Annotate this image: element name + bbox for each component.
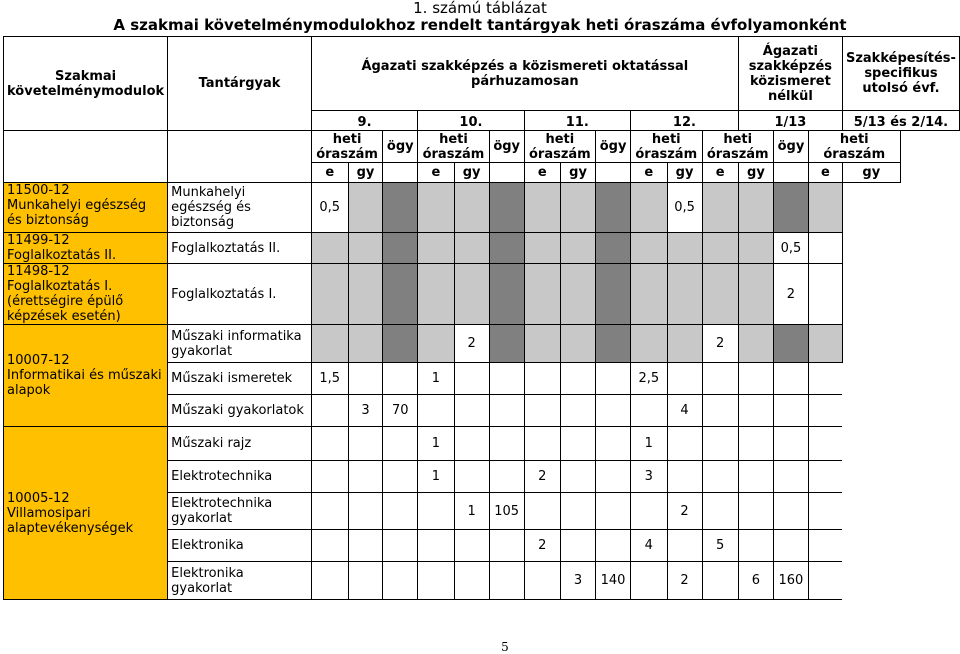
hours-cell — [560, 233, 595, 264]
page-number: 5 — [501, 640, 509, 654]
table-row — [4, 325, 960, 363]
module-name: Informatikai és műszaki alapok — [7, 368, 162, 398]
hours-cell — [383, 461, 418, 493]
subject-name: Műszaki ismeretek — [168, 363, 312, 395]
hours-cell — [348, 530, 383, 562]
year-11: 11. — [524, 111, 630, 131]
hours-cell — [773, 395, 808, 427]
module-code: 11500-12 — [7, 183, 70, 198]
hours-cell — [596, 363, 631, 395]
hours-cell — [808, 562, 842, 600]
col-e: e — [631, 163, 668, 183]
hours-cell — [702, 183, 738, 233]
hours-cell — [596, 183, 631, 233]
module-code: 10007-12 — [7, 353, 70, 368]
hours-cell — [596, 395, 631, 427]
hours-cell — [808, 325, 842, 363]
hours-cell — [808, 363, 842, 395]
ogy-blank — [596, 163, 631, 183]
hours-cell — [702, 493, 738, 530]
hours-cell — [560, 461, 595, 493]
hours-cell — [596, 493, 631, 530]
hours-cell — [738, 493, 773, 530]
hours-cell — [489, 325, 524, 363]
col-e: e — [418, 163, 454, 183]
table-row — [4, 183, 960, 233]
hours-cell — [808, 183, 842, 233]
hours-cell — [738, 233, 773, 264]
hours-cell — [560, 493, 595, 530]
hours-cell — [773, 325, 808, 363]
hours-cell: 105 — [489, 493, 524, 530]
hours-cell — [667, 530, 702, 562]
hours-cell — [454, 395, 489, 427]
hours-cell — [773, 530, 808, 562]
blank-header-cell — [4, 131, 168, 163]
hours-cell: 140 — [596, 562, 631, 600]
hours-cell — [596, 325, 631, 363]
heti-oraszam-9: heti óraszám — [311, 131, 382, 163]
hours-cell — [348, 461, 383, 493]
hours-cell — [454, 562, 489, 600]
subject-name: Elektronika — [168, 530, 312, 562]
hours-cell — [418, 183, 454, 233]
hours-cell: 3 — [348, 395, 383, 427]
blank-header-cell — [4, 163, 168, 183]
hours-cell — [311, 427, 348, 461]
hours-cell — [524, 264, 560, 325]
hours-cell: 2 — [667, 493, 702, 530]
hours-cell — [773, 363, 808, 395]
hours-cell — [383, 427, 418, 461]
hours-cell — [418, 325, 454, 363]
module-code: 10005-12 — [7, 490, 70, 506]
hours-cell — [524, 233, 560, 264]
subject-name: Elektrotechnika gyakorlat — [168, 493, 312, 530]
table-caption-title: A szakmai követelménymodulokhoz rendelt tantárgyak heti óraszáma évfolyamonként — [113, 16, 847, 34]
hours-cell — [418, 395, 454, 427]
hours-cell — [738, 427, 773, 461]
hours-cell — [348, 233, 383, 264]
hours-cell — [383, 183, 418, 233]
hours-cell — [738, 395, 773, 427]
year-1-13: 1/13 — [738, 111, 842, 131]
hours-cell — [596, 530, 631, 562]
blank-header-cell — [168, 163, 312, 183]
hours-cell — [631, 493, 668, 530]
hours-cell: 6 — [738, 562, 773, 600]
hours-cell: 0,5 — [773, 233, 808, 264]
hours-cell — [560, 264, 595, 325]
hours-cell — [311, 493, 348, 530]
hours-cell — [631, 562, 668, 600]
hours-cell — [489, 395, 524, 427]
hours-cell — [454, 264, 489, 325]
hours-cell — [383, 264, 418, 325]
hours-cell — [454, 530, 489, 562]
table-row — [4, 233, 960, 264]
heti-oraszam-12: heti óraszám — [631, 131, 702, 163]
hours-cell — [348, 363, 383, 395]
header-subjects: Tantárgyak — [168, 37, 312, 131]
hours-cell — [702, 562, 738, 600]
hours-cell — [454, 183, 489, 233]
hours-cell — [489, 183, 524, 233]
hours-cell: 1 — [631, 427, 668, 461]
hours-cell — [596, 264, 631, 325]
year-5-13-2-14: 5/13 és 2/14. — [842, 111, 959, 131]
hours-cell — [489, 363, 524, 395]
ogy-9: ögy — [383, 131, 418, 163]
col-gy: gy — [454, 163, 489, 183]
ogy-blank — [383, 163, 418, 183]
hours-cell — [489, 461, 524, 493]
hours-cell — [383, 233, 418, 264]
hours-cell — [418, 493, 454, 530]
heti-oraszam-10: heti óraszám — [418, 131, 489, 163]
hours-cell — [596, 461, 631, 493]
curriculum-table — [3, 36, 960, 600]
hours-cell — [311, 233, 348, 264]
hours-cell — [702, 427, 738, 461]
module-code: 11499-12 — [7, 233, 70, 248]
hours-cell — [348, 562, 383, 600]
hours-cell — [524, 183, 560, 233]
heti-oraszam-last: heti óraszám — [808, 131, 900, 163]
hours-cell — [773, 493, 808, 530]
hours-cell — [560, 395, 595, 427]
hours-cell — [454, 461, 489, 493]
hours-cell — [631, 233, 668, 264]
hours-cell: 2 — [524, 530, 560, 562]
hours-cell — [738, 363, 773, 395]
hours-cell — [311, 562, 348, 600]
hours-cell — [560, 530, 595, 562]
hours-cell — [524, 325, 560, 363]
header-without-general: Ágazati szakképzés közismeret nélkül — [738, 37, 842, 111]
module-cell — [4, 325, 168, 427]
hours-cell: 2 — [773, 264, 808, 325]
col-e: e — [311, 163, 348, 183]
hours-cell — [667, 363, 702, 395]
module-name: Foglalkoztatás II. — [7, 248, 117, 263]
module-name: Munkahelyi egészség és biztonság — [7, 198, 147, 228]
ogy-11: ögy — [596, 131, 631, 163]
hours-cell: 1 — [418, 363, 454, 395]
blank-header-cell — [168, 131, 312, 163]
hours-cell — [418, 233, 454, 264]
hours-cell: 2 — [454, 325, 489, 363]
module-name: Villamosipari alaptevékenységek — [7, 505, 134, 536]
hours-cell: 4 — [631, 530, 668, 562]
module-cell — [4, 264, 168, 325]
hours-cell — [454, 363, 489, 395]
ogy-blank — [773, 163, 808, 183]
hours-cell — [524, 395, 560, 427]
subject-name: Műszaki informatika gyakorlat — [168, 325, 312, 363]
hours-cell — [702, 233, 738, 264]
col-gy: gy — [348, 163, 383, 183]
hours-cell: 2 — [524, 461, 560, 493]
ogy-blank — [489, 163, 524, 183]
col-gy: gy — [560, 163, 595, 183]
hours-cell — [418, 562, 454, 600]
hours-cell — [489, 233, 524, 264]
hours-cell: 1,5 — [311, 363, 348, 395]
heti-oraszam-1-13: heti óraszám — [702, 131, 773, 163]
hours-cell — [348, 493, 383, 530]
hours-cell — [667, 325, 702, 363]
module-cell — [4, 183, 168, 233]
hours-cell — [808, 395, 842, 427]
hours-cell: 70 — [383, 395, 418, 427]
hours-cell: 0,5 — [667, 183, 702, 233]
hours-cell — [808, 264, 842, 325]
hours-cell — [311, 461, 348, 493]
hours-cell — [667, 233, 702, 264]
hours-cell: 5 — [702, 530, 738, 562]
hours-cell — [631, 395, 668, 427]
hours-cell — [808, 461, 842, 493]
col-gy: gy — [842, 163, 900, 183]
hours-cell — [311, 325, 348, 363]
subject-name: Műszaki rajz — [168, 427, 312, 461]
hours-cell — [454, 233, 489, 264]
hours-cell — [808, 493, 842, 530]
subject-name: Elektrotechnika — [168, 461, 312, 493]
year-9: 9. — [311, 111, 417, 131]
col-gy: gy — [738, 163, 773, 183]
hours-cell: 1 — [418, 427, 454, 461]
hours-cell — [738, 461, 773, 493]
hours-cell — [418, 264, 454, 325]
hours-cell — [311, 530, 348, 562]
subject-name: Munkahelyi egészség és biztonság — [168, 183, 312, 233]
hours-cell — [311, 264, 348, 325]
hours-cell: 160 — [773, 562, 808, 600]
hours-cell — [738, 183, 773, 233]
hours-cell — [596, 233, 631, 264]
subject-name: Foglalkoztatás I. — [168, 264, 312, 325]
hours-cell — [631, 183, 668, 233]
hours-cell — [383, 325, 418, 363]
hours-cell — [808, 427, 842, 461]
hours-cell: 2 — [667, 562, 702, 600]
hours-cell — [524, 562, 560, 600]
hours-cell: 3 — [560, 562, 595, 600]
module-cell — [4, 233, 168, 264]
hours-cell — [489, 427, 524, 461]
hours-cell — [773, 427, 808, 461]
hours-cell — [702, 264, 738, 325]
hours-cell: 4 — [667, 395, 702, 427]
hours-cell — [631, 264, 668, 325]
hours-cell — [560, 325, 595, 363]
ogy-10: ögy — [489, 131, 524, 163]
hours-cell: 1 — [418, 461, 454, 493]
col-e: e — [702, 163, 738, 183]
hours-cell: 1 — [454, 493, 489, 530]
hours-cell — [738, 530, 773, 562]
table-row — [4, 264, 960, 325]
hours-cell — [667, 264, 702, 325]
hours-cell — [489, 562, 524, 600]
hours-cell — [524, 493, 560, 530]
table-row — [4, 427, 960, 461]
hours-cell — [489, 530, 524, 562]
header-parallel: Ágazati szakképzés a közismereti oktatással párhuzamosan — [311, 37, 738, 111]
hours-cell — [702, 363, 738, 395]
hours-cell — [524, 363, 560, 395]
subject-name: Foglalkoztatás II. — [168, 233, 312, 264]
hours-cell — [667, 461, 702, 493]
hours-cell: 3 — [631, 461, 668, 493]
hours-cell — [348, 183, 383, 233]
hours-cell — [383, 530, 418, 562]
hours-cell — [560, 363, 595, 395]
hours-cell — [311, 395, 348, 427]
hours-cell — [348, 325, 383, 363]
ogy-1-13: ögy — [773, 131, 808, 163]
header-modules: Szakmai követelménymodulok — [4, 37, 168, 131]
hours-cell — [773, 461, 808, 493]
hours-cell — [454, 427, 489, 461]
module-cell — [4, 427, 168, 600]
hours-cell — [808, 530, 842, 562]
hours-cell — [383, 363, 418, 395]
hours-cell — [524, 427, 560, 461]
hours-cell — [489, 264, 524, 325]
hours-cell — [738, 325, 773, 363]
module-name: Foglalkoztatás I. (érettségire épülő képzések esetén) — [7, 279, 124, 324]
hours-cell — [348, 264, 383, 325]
module-code: 11498-12 — [7, 264, 70, 279]
hours-cell — [383, 562, 418, 600]
hours-cell — [560, 183, 595, 233]
hours-cell — [702, 395, 738, 427]
col-gy: gy — [667, 163, 702, 183]
hours-cell — [348, 427, 383, 461]
hours-cell — [773, 183, 808, 233]
hours-cell — [702, 461, 738, 493]
hours-cell — [738, 264, 773, 325]
hours-cell — [560, 427, 595, 461]
hours-cell: 2 — [702, 325, 738, 363]
subject-name: Műszaki gyakorlatok — [168, 395, 312, 427]
year-10: 10. — [418, 111, 524, 131]
hours-cell — [383, 493, 418, 530]
header-specific: Szakképesítés-specifikus utolsó évf. — [842, 37, 959, 111]
table-caption-number: 1. számú táblázat — [413, 0, 547, 17]
year-12: 12. — [631, 111, 739, 131]
hours-cell: 0,5 — [311, 183, 348, 233]
subject-name: Elektronika gyakorlat — [168, 562, 312, 600]
col-e: e — [524, 163, 560, 183]
hours-cell — [631, 325, 668, 363]
col-e: e — [808, 163, 842, 183]
hours-cell — [667, 427, 702, 461]
hours-cell — [808, 233, 842, 264]
heti-oraszam-11: heti óraszám — [524, 131, 595, 163]
hours-cell: 2,5 — [631, 363, 668, 395]
hours-cell — [418, 530, 454, 562]
hours-cell — [596, 427, 631, 461]
